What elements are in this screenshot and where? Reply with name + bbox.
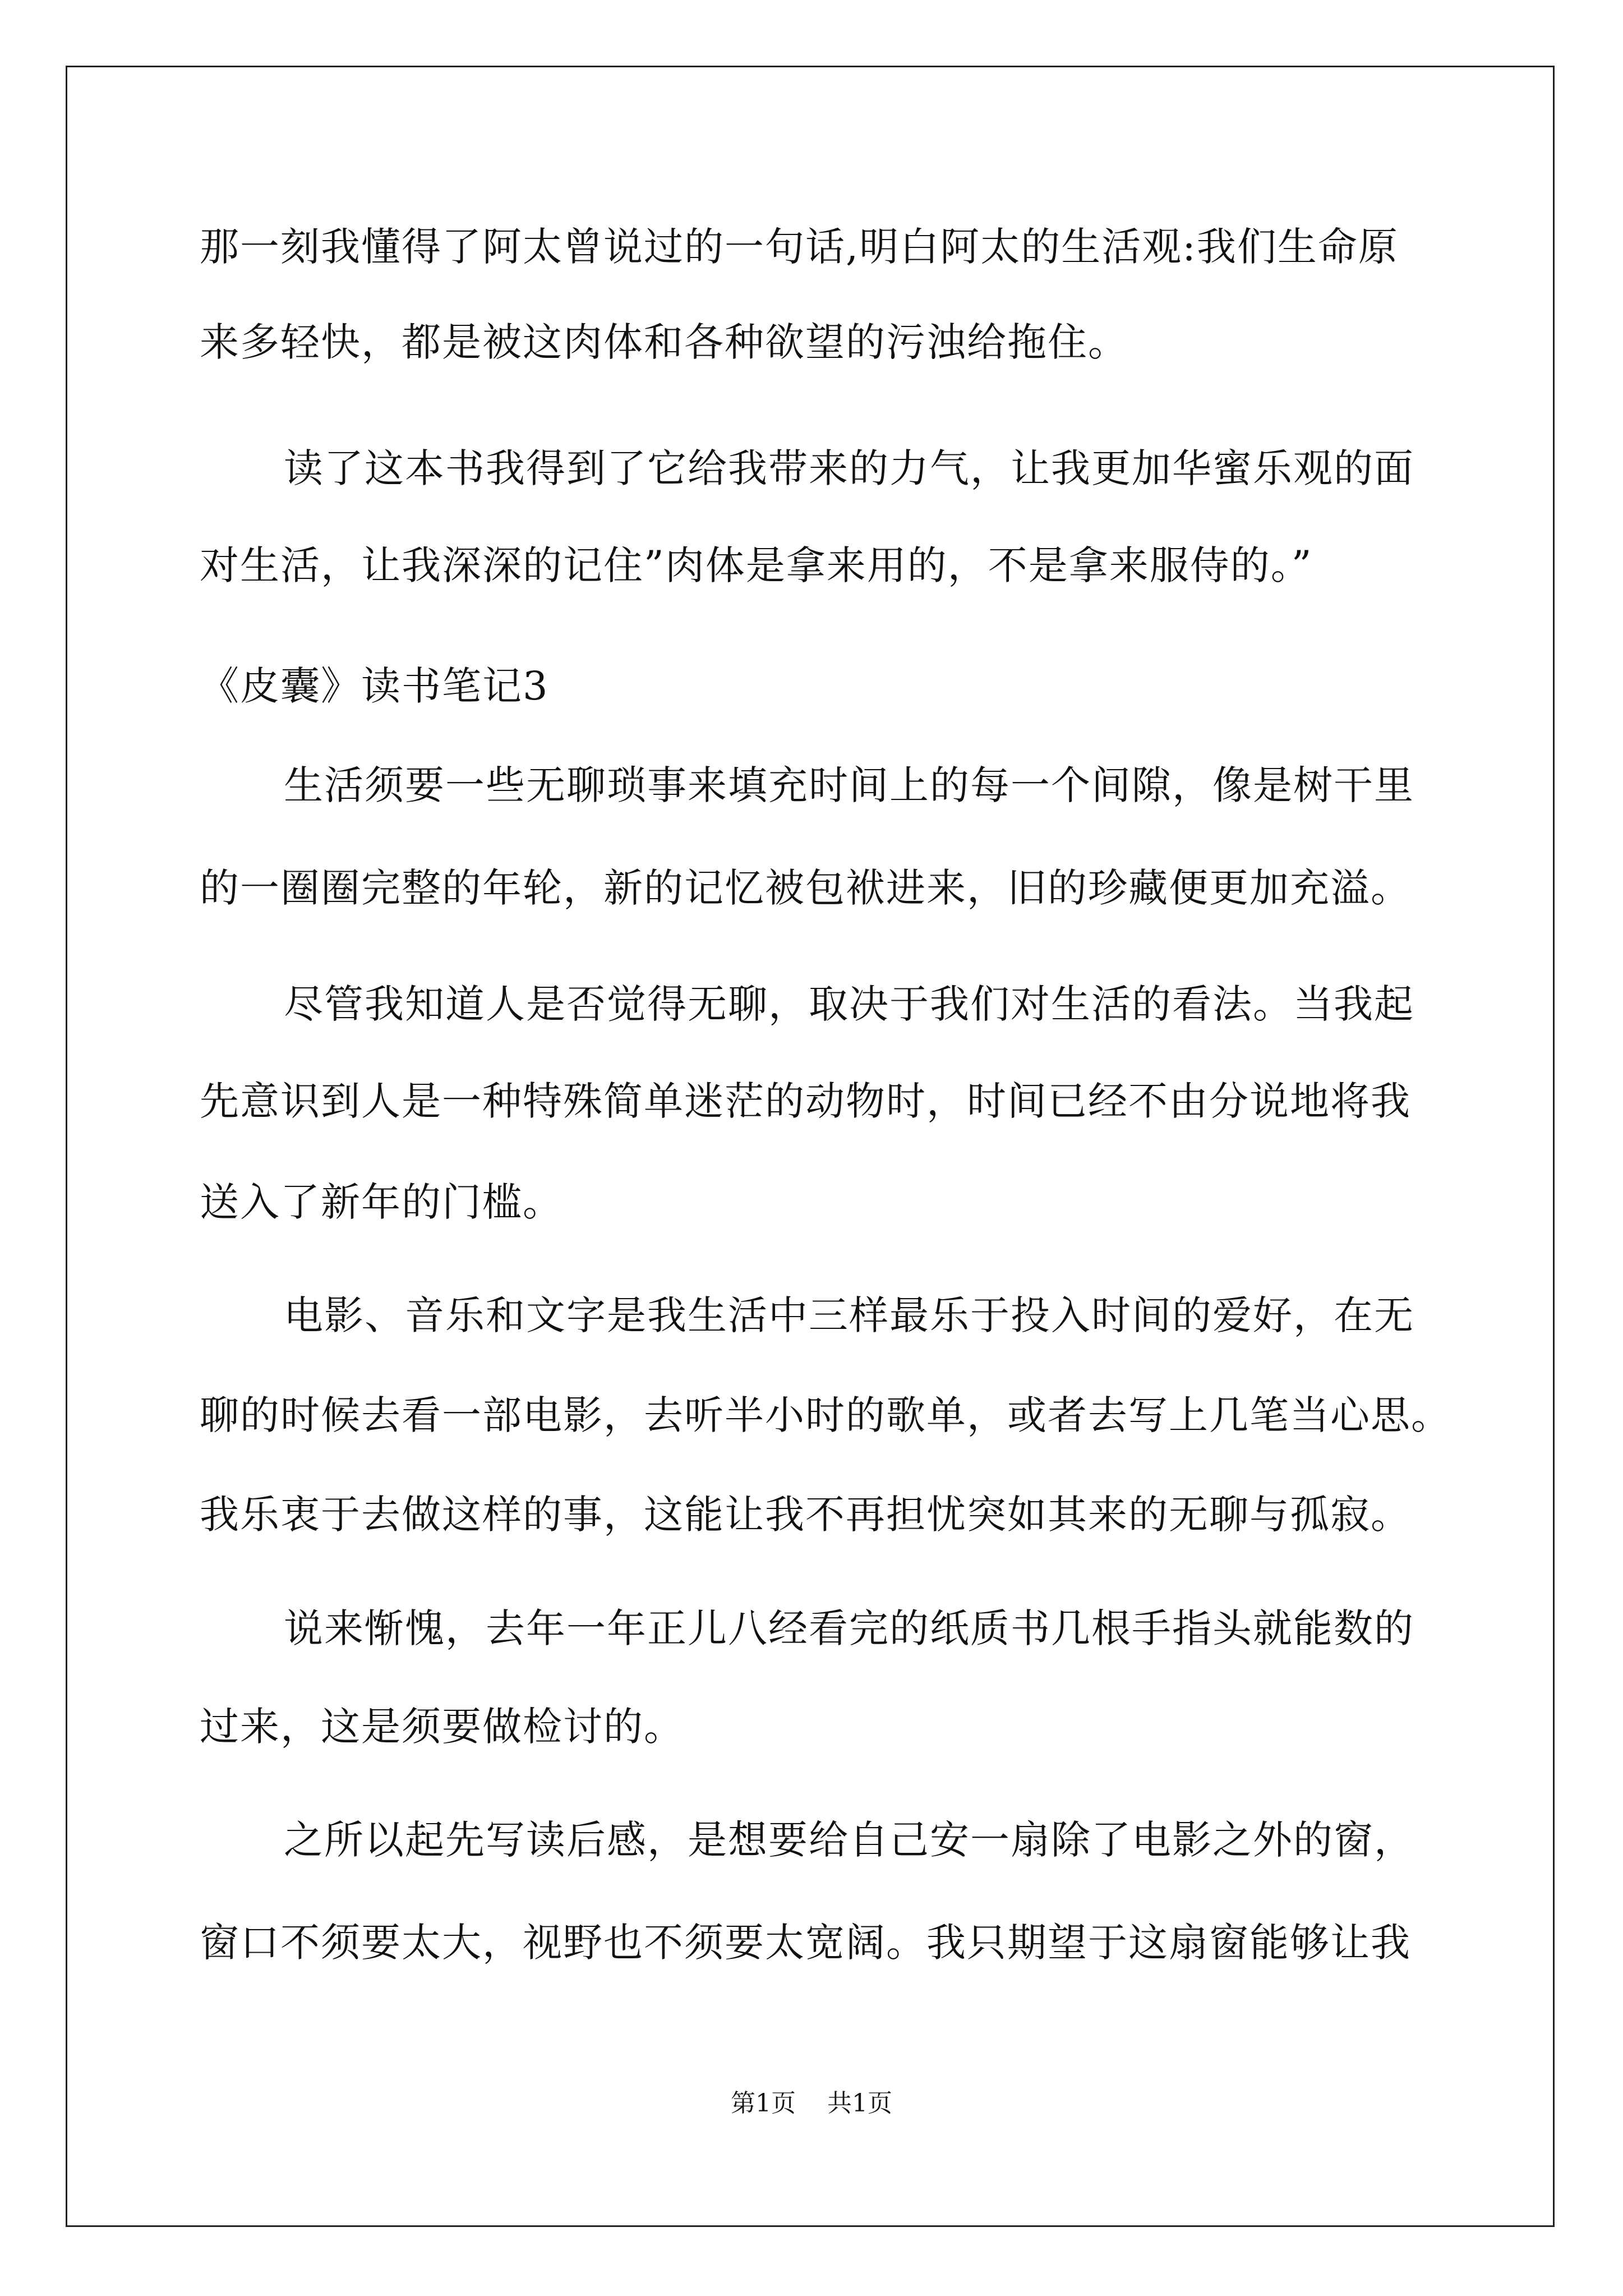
page-border — [66, 66, 1555, 2227]
text-line: 聊的时候去看一部电影，去听半小时的歌单，或者去写上几笔当心思。 — [200, 1392, 1451, 1438]
text-line: 说来惭愧，去年一年正儿八经看完的纸质书几根手指头就能数的 — [284, 1605, 1414, 1651]
page-total: 共1页 — [827, 2089, 892, 2118]
page-footer — [0, 2087, 1623, 2120]
text-line: 之所以起先写读后感，是想要给自己安一扇除了电影之外的窗， — [284, 1817, 1414, 1863]
text-line: 对生活，让我深深的记住”肉体是拿来用的，不是拿来服侍的。” — [200, 542, 1313, 588]
text-line: 读了这本书我得到了它给我带来的力气，让我更加华蜜乐观的面 — [284, 445, 1414, 491]
text-line: 送入了新年的门槛。 — [200, 1179, 563, 1225]
text-line: 尽管我知道人是否觉得无聊，取决于我们对生活的看法。当我起 — [284, 981, 1414, 1027]
text-line: 窗口不须要太大，视野也不须要太宽阔。我只期望于这扇窗能够让我 — [200, 1920, 1411, 1966]
text-line: 电影、音乐和文字是我生活中三样最乐于投入时间的爱好，在无 — [284, 1292, 1414, 1338]
text-line: 我乐衷于去做这样的事，这能让我不再担忧突如其来的无聊与孤寂。 — [200, 1492, 1411, 1538]
section-heading: 《皮囊》读书笔记3 — [200, 663, 549, 709]
text-line: 那一刻我懂得了阿太曾说过的一句话,明白阿太的生活观:我们生命原 — [200, 224, 1399, 270]
text-line: 过来，这是须要做检讨的。 — [200, 1704, 684, 1750]
text-line: 来多轻快，都是被这肉体和各种欲望的污浊给拖住。 — [200, 319, 1128, 365]
page-number: 第1页 — [731, 2089, 796, 2118]
text-line: 的一圈圈完整的年轮，新的记忆被包袱进来，旧的珍藏便更加充溢。 — [200, 865, 1411, 911]
text-line: 先意识到人是一种特殊简单迷茫的动物时，时间已经不由分说地将我 — [200, 1078, 1411, 1124]
text-line: 生活须要一些无聊琐事来填充时间上的每一个间隙，像是树干里 — [284, 762, 1414, 808]
